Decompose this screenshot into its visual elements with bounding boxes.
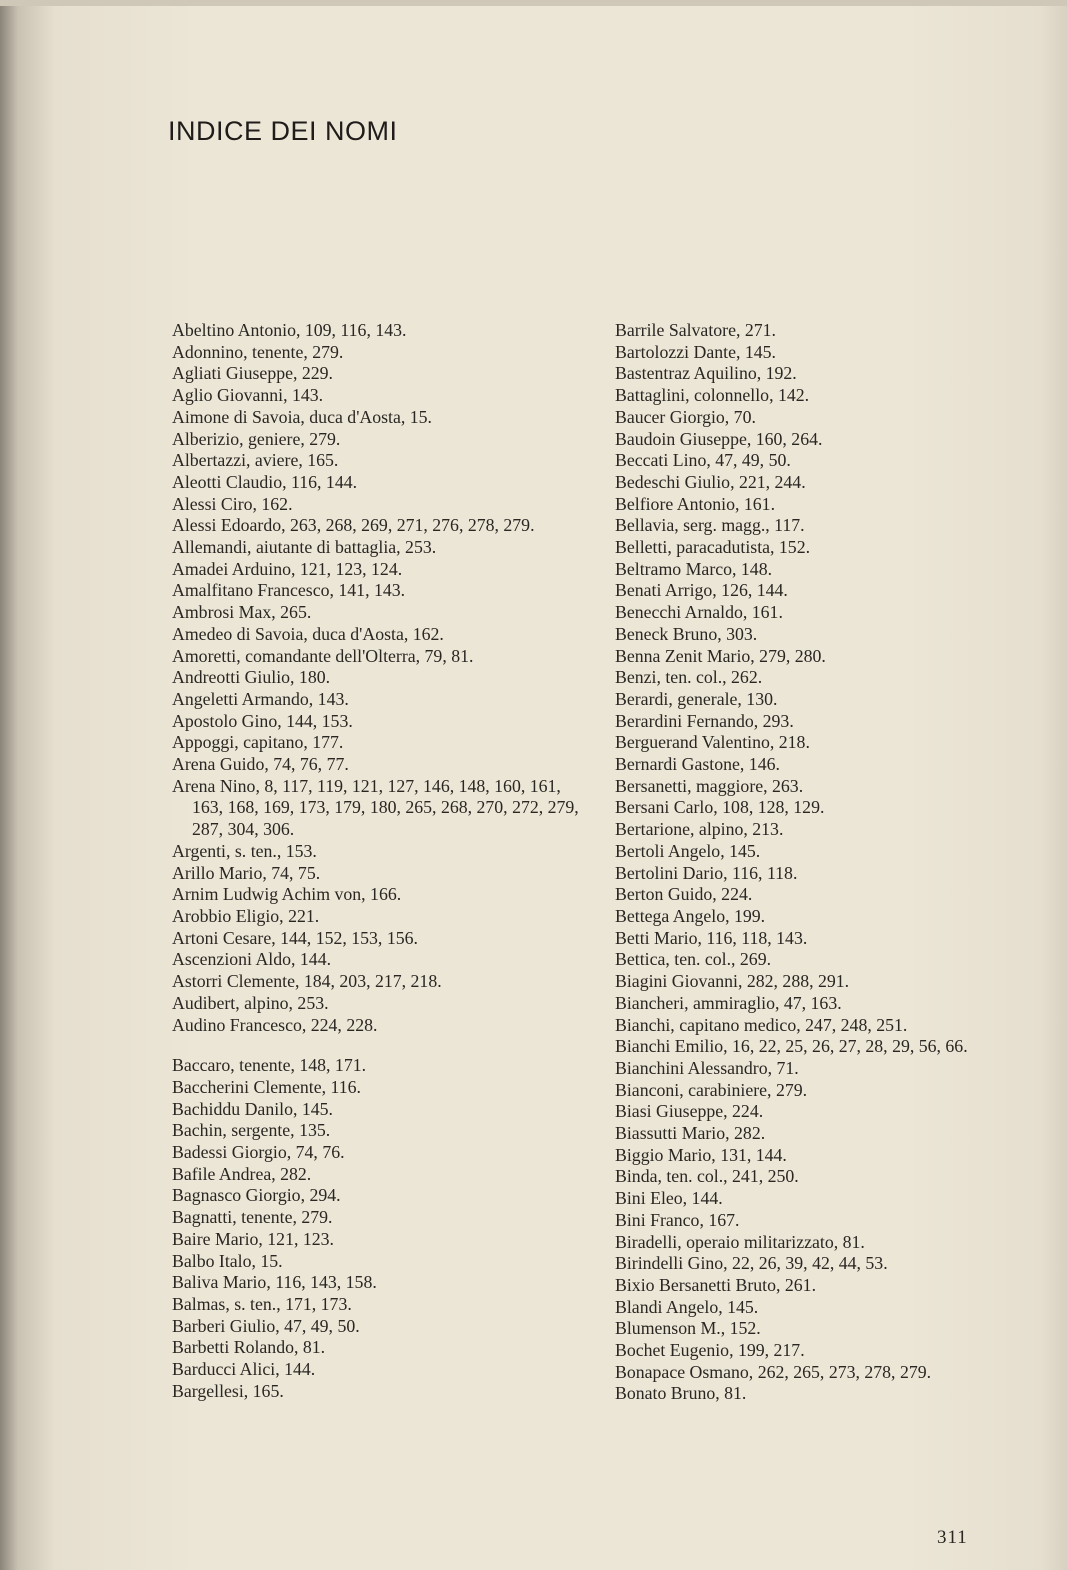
index-entry: Bachiddu Danilo, 145. — [172, 1098, 333, 1119]
index-entry: Aimone di Savoia, duca d'Aosta, 15. — [172, 406, 432, 427]
index-entry: Apostolo Gino, 144, 153. — [172, 710, 353, 731]
index-entry: Allemandi, aiutante di battaglia, 253. — [172, 537, 437, 558]
index-entry: Badessi Giorgio, 74, 76. — [172, 1142, 345, 1163]
index-entry: Bargellesi, 165. — [172, 1380, 284, 1401]
index-entry: Berardini Fernando, 293. — [615, 710, 794, 731]
index-entry: Arena Guido, 74, 76, 77. — [172, 754, 349, 775]
index-entry: Berardi, generale, 130. — [615, 688, 778, 709]
index-entry: Benecchi Arnaldo, 161. — [615, 602, 783, 623]
index-entry: Bernardi Gastone, 146. — [615, 754, 780, 775]
index-entry: Balmas, s. ten., 171, 173. — [172, 1293, 352, 1314]
index-column-left — [172, 320, 592, 1402]
index-entry: Balbo Italo, 15. — [172, 1250, 283, 1271]
index-entry: Ambrosi Max, 265. — [172, 602, 312, 623]
index-entry: Alberizio, geniere, 279. — [172, 428, 341, 449]
index-entry: Ascenzioni Aldo, 144. — [172, 949, 332, 970]
index-entry: Agliati Giuseppe, 229. — [172, 363, 333, 384]
index-entry: Amedeo di Savoia, duca d'Aosta, 162. — [172, 623, 444, 644]
index-entry: Bellavia, serg. magg., 117. — [615, 515, 805, 536]
index-entry: Arena Nino, 8, 117, 119, 121, 127, 146, 148, 160, 161, 163, 168, 169, 173, 179, 180, 265, 268, 270, 272, 279, 287, 304, 306. — [172, 775, 579, 840]
index-entry: Bertolini Dario, 116, 118. — [615, 862, 798, 883]
index-entry: Blumenson M., 152. — [615, 1318, 761, 1339]
index-entry: Arobbio Eligio, 221. — [172, 905, 320, 926]
index-entry: Albertazzi, aviere, 165. — [172, 450, 339, 471]
index-column-right — [615, 320, 1035, 1405]
index-entry: Bertoli Angelo, 145. — [615, 840, 761, 861]
index-entry: Aglio Giovanni, 143. — [172, 385, 324, 406]
index-entry: Bersani Carlo, 108, 128, 129. — [615, 797, 825, 818]
index-entry: Belletti, paracadutista, 152. — [615, 537, 811, 558]
index-entry: Alessi Ciro, 162. — [172, 493, 293, 514]
index-entry: Betti Mario, 116, 118, 143. — [615, 927, 808, 948]
page-top-edge — [0, 0, 1067, 6]
index-entry: Bastentraz Aquilino, 192. — [615, 363, 797, 384]
index-entry: Bagnasco Giorgio, 294. — [172, 1185, 341, 1206]
index-entry: Bachin, sergente, 135. — [172, 1120, 331, 1141]
index-entry: Bianchini Alessandro, 71. — [615, 1057, 799, 1078]
index-entry: Beneck Bruno, 303. — [615, 623, 758, 644]
index-entry: Bettica, ten. col., 269. — [615, 949, 772, 970]
index-entry: Bartolozzi Dante, 145. — [615, 341, 776, 362]
index-entry: Adonnino, tenente, 279. — [172, 341, 344, 362]
index-entry: Amalfitano Francesco, 141, 143. — [172, 580, 406, 601]
index-entry: Biggio Mario, 131, 144. — [615, 1144, 787, 1165]
index-entry: Biassutti Mario, 282. — [615, 1123, 766, 1144]
index-entry: Barrile Salvatore, 271. — [615, 320, 776, 340]
index-entry: Bianchi, capitano medico, 247, 248, 251. — [615, 1014, 908, 1035]
index-entry: Bonapace Osmano, 262, 265, 273, 278, 279. — [615, 1361, 932, 1382]
index-entry: Bettega Angelo, 199. — [615, 905, 766, 926]
index-entry: Amadei Arduino, 121, 123, 124. — [172, 558, 403, 579]
index-entry: Bafile Andrea, 282. — [172, 1163, 312, 1184]
index-entry: Alessi Edoardo, 263, 268, 269, 271, 276, 278, 279. — [172, 515, 535, 536]
index-entry: Abeltino Antonio, 109, 116, 143. — [172, 320, 407, 340]
index-entry: Benna Zenit Mario, 279, 280. — [615, 645, 826, 666]
page-number: 311 — [937, 1527, 968, 1548]
index-entry: Berton Guido, 224. — [615, 884, 753, 905]
index-entry: Beccati Lino, 47, 49, 50. — [615, 450, 791, 471]
index-entry: Andreotti Giulio, 180. — [172, 667, 331, 688]
index-entry: Barducci Alici, 144. — [172, 1359, 316, 1380]
index-entry: Battaglini, colonnello, 142. — [615, 385, 810, 406]
index-entry: Bini Eleo, 144. — [615, 1188, 723, 1209]
index-entry: Biancheri, ammiraglio, 47, 163. — [615, 992, 842, 1013]
index-entry: Binda, ten. col., 241, 250. — [615, 1166, 799, 1187]
index-entry: Argenti, s. ten., 153. — [172, 840, 317, 861]
index-entry: Baccaro, tenente, 148, 171. — [172, 1055, 367, 1076]
index-entry: Benzi, ten. col., 262. — [615, 667, 763, 688]
index-entry: Benati Arrigo, 126, 144. — [615, 580, 788, 601]
index-entry: Amoretti, comandante dell'Olterra, 79, 81. — [172, 645, 474, 666]
index-entry: Bochet Eugenio, 199, 217. — [615, 1340, 805, 1361]
index-entry: Aleotti Claudio, 116, 144. — [172, 471, 358, 492]
index-entry: Astorri Clemente, 184, 203, 217, 218. — [172, 971, 442, 992]
index-entry: Arillo Mario, 74, 75. — [172, 862, 321, 883]
index-entry: Bagnatti, tenente, 279. — [172, 1207, 333, 1228]
index-entry: Baudoin Giuseppe, 160, 264. — [615, 428, 823, 449]
letter-group-gap — [172, 1036, 592, 1055]
index-entry: Bixio Bersanetti Bruto, 261. — [615, 1274, 817, 1295]
index-entry: Bianconi, carabiniere, 279. — [615, 1079, 808, 1100]
index-entry: Artoni Cesare, 144, 152, 153, 156. — [172, 927, 418, 948]
index-entry: Bonato Bruno, 81. — [615, 1383, 747, 1404]
index-entry: Audibert, alpino, 253. — [172, 992, 329, 1013]
index-entry: Appoggi, capitano, 177. — [172, 732, 344, 753]
index-entry: Birindelli Gino, 22, 26, 39, 42, 44, 53. — [615, 1253, 888, 1274]
index-entry: Bertarione, alpino, 213. — [615, 819, 784, 840]
index-entry: Baliva Mario, 116, 143, 158. — [172, 1272, 377, 1293]
index-entry: Arnim Ludwig Achim von, 166. — [172, 884, 402, 905]
index-entry: Berguerand Valentino, 218. — [615, 732, 810, 753]
index-entry: Belfiore Antonio, 161. — [615, 493, 776, 514]
index-entry: Bedeschi Giulio, 221, 244. — [615, 471, 806, 492]
index-entry: Baccherini Clemente, 116. — [172, 1076, 361, 1097]
index-entry: Barberi Giulio, 47, 49, 50. — [172, 1315, 360, 1336]
page-title: INDICE DEI NOMI — [168, 116, 398, 146]
index-entry: Biradelli, operaio militarizzato, 81. — [615, 1231, 865, 1252]
index-entry: Baire Mario, 121, 123. — [172, 1228, 334, 1249]
index-entry: Biasi Giuseppe, 224. — [615, 1101, 764, 1122]
index-entry: Bianchi Emilio, 16, 22, 25, 26, 27, 28, 29, 56, 66. — [615, 1036, 968, 1057]
index-entry: Barbetti Rolando, 81. — [172, 1337, 326, 1358]
index-entry: Angeletti Armando, 143. — [172, 688, 349, 709]
index-entry: Beltramo Marco, 148. — [615, 558, 773, 579]
index-entry: Bersanetti, maggiore, 263. — [615, 775, 804, 796]
index-entry: Bini Franco, 167. — [615, 1209, 740, 1230]
index-entry: Audino Francesco, 224, 228. — [172, 1014, 378, 1035]
index-entry: Biagini Giovanni, 282, 288, 291. — [615, 971, 850, 992]
index-entry: Blandi Angelo, 145. — [615, 1296, 759, 1317]
index-entry: Baucer Giorgio, 70. — [615, 406, 756, 427]
